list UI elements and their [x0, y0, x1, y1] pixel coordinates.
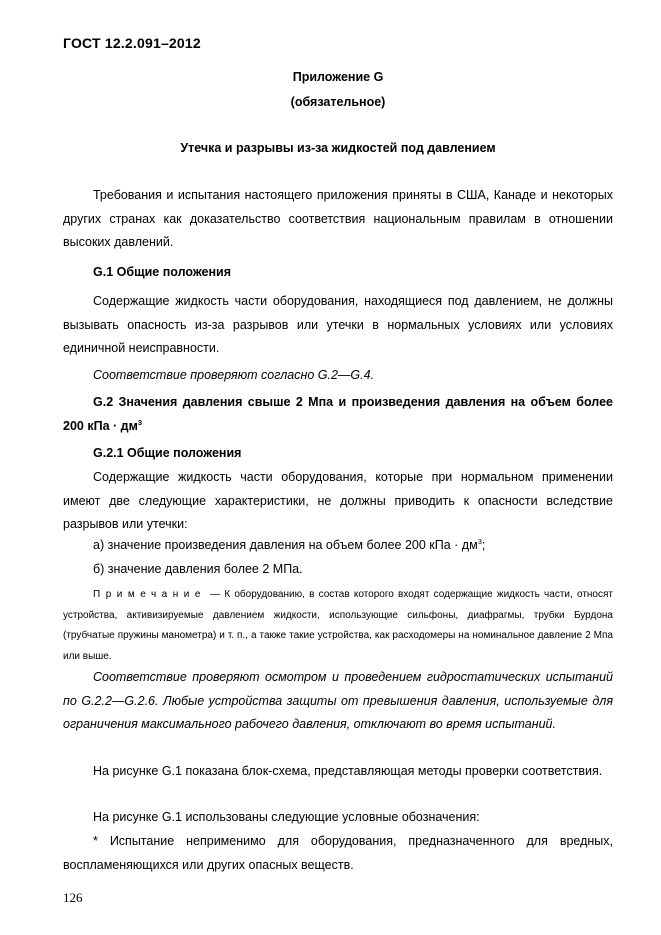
appendix-status: (обязательное): [290, 95, 386, 109]
appendix-title: Приложение G: [292, 70, 384, 84]
g1-heading: G.1 Общие положения: [93, 265, 232, 279]
g1-paragraph: Содержащие жидкость части оборудования, находящиеся под давлением, не должны вызывать опасность из-за разрывов или утечки в нормальных условиях или условиях единичной неисправности.: [63, 294, 613, 356]
list-item-a-sup: 3: [477, 537, 482, 546]
page-number: 126: [63, 890, 83, 905]
list-item-a-text: а) значение произведения давления на объем более 200 кПа · дм: [93, 538, 478, 552]
note-lead: Примечание: [93, 589, 206, 600]
figure-reference: На рисунке G.1 показана блок-схема, представляющая методы проверки соответствия.: [93, 764, 603, 778]
intro-paragraph: Требования и испытания настоящего приложения приняты в США, Канаде и некоторых других странах как доказательство соответствия национальным правилам в отношении высоких давлений.: [63, 188, 613, 250]
standard-designation: ГОСТ 12.2.091–2012: [63, 35, 201, 51]
symbols-intro: На рисунке G.1 использованы следующие условные обозначения:: [93, 810, 480, 824]
appendix-subject: Утечка и разрывы из-за жидкостей под давлением: [180, 141, 496, 155]
g2-heading: [63, 391, 613, 438]
g1-check: Соответствие проверяют согласно G.2—G.4.: [93, 368, 375, 382]
list-item-a: [63, 534, 613, 558]
g21-heading: G.2.1 Общие положения: [93, 446, 242, 460]
list-item-a-end: ;: [481, 538, 486, 552]
symbol-star-definition: * Испытание неприменимо для оборудования, предназначенного для вредных, воспламеняющихся или других опасных веществ.: [63, 834, 613, 872]
g21-paragraph: Содержащие жидкость части оборудования, которые при нормальном применении имеют две следующие характеристики, не должны приводить к опасности вследствие разрывов или утечки:: [63, 470, 613, 532]
g2-heading-text: G.2 Значения давления свыше 2 Мпа и произведения давления на объем более 200 кПа · дм: [63, 395, 613, 433]
note-block: [63, 585, 613, 667]
list-item-b: б) значение давления более 2 МПа.: [93, 562, 303, 576]
check-paragraph: Соответствие проверяют осмотром и проведением гидростатических испытаний по G.2.2—G.2.6. Любые устройства защиты от превышения давления, используемые для ограничения максимального рабочего давления, отключают во время испытаний.: [63, 670, 613, 732]
note-text: — К оборудованию, в состав которого входят содержащие жидкость части, относят устройства, активизируемые давлением жидкости, использующие сильфоны, диафрагмы, трубки Бурдона (трубчатые пружины манометра) и т. п., а также такие устройства, как расходомеры на номинальное давление 2 Мпа или выше.: [63, 589, 613, 662]
g2-heading-sup: 3: [137, 417, 142, 427]
